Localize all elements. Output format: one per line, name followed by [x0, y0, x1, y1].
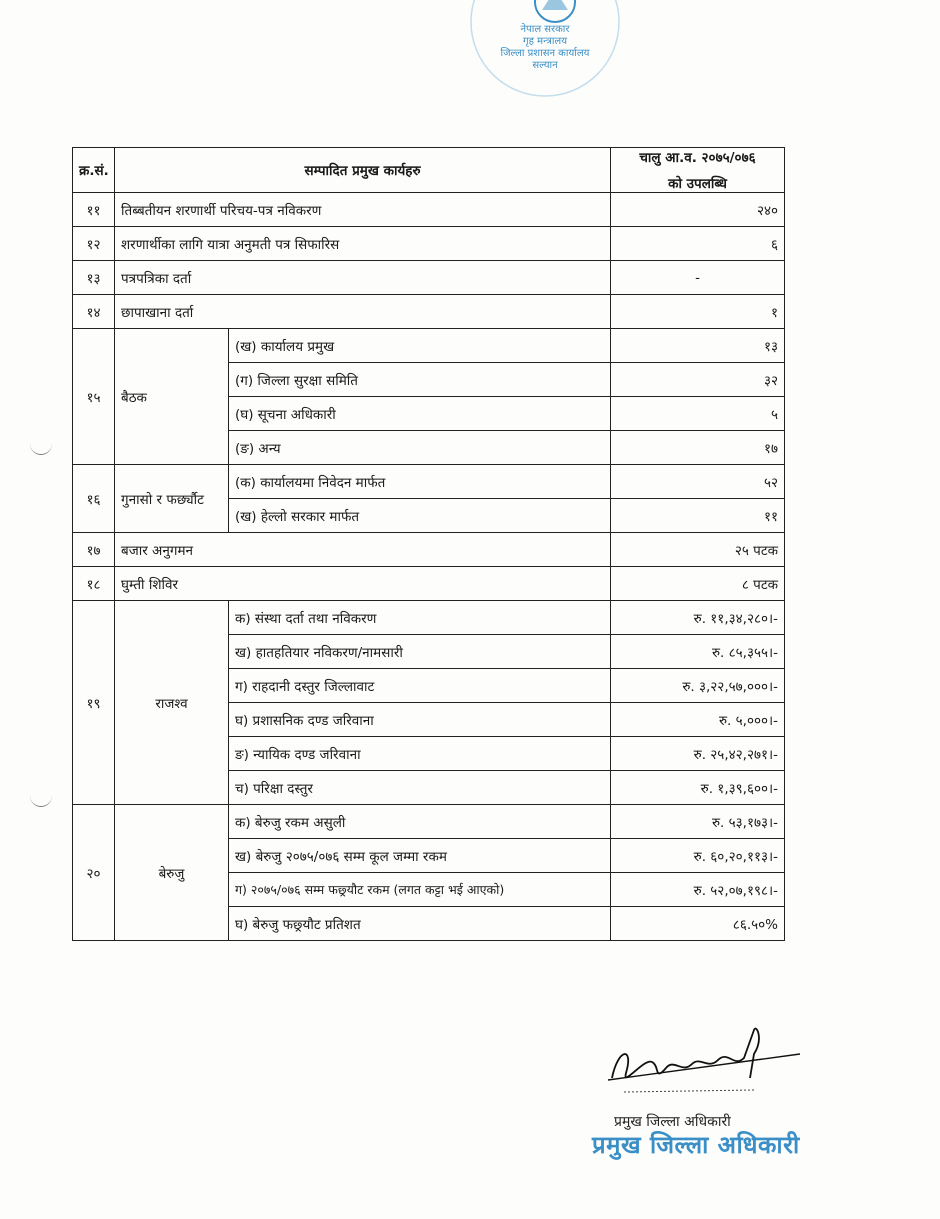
sub-task: क) बेरुजु रकम असुली: [229, 805, 611, 839]
sub-task: (घ) सूचना अधिकारी: [229, 397, 611, 431]
group-label: गुनासो र फर्छ्यौट: [115, 465, 229, 533]
sub-task: (ङ) अन्य: [229, 431, 611, 465]
sub-value: १३: [611, 329, 785, 363]
sub-task: क) संस्था दर्ता तथा नविकरण: [229, 601, 611, 635]
table-row: [73, 567, 785, 601]
sub-task: च) परिक्षा दस्तुर: [229, 771, 611, 805]
sub-value: ५२: [611, 465, 785, 499]
sub-value: रु. ५३,१७३।-: [611, 805, 785, 839]
sub-value: ५: [611, 397, 785, 431]
binder-hole-mark: [30, 792, 52, 807]
sub-task: घ) बेरुजु फछ्र्यौट प्रतिशत: [229, 907, 611, 941]
sub-task: (ग) जिल्ला सुरक्षा समिति: [229, 363, 611, 397]
table-row: [73, 193, 785, 227]
office-seal: [470, 0, 620, 104]
table-row: [73, 329, 785, 363]
sub-task: ख) बेरुजु २०७५/०७६ सम्म कूल जम्मा रकम: [229, 839, 611, 873]
header-achievement: [611, 148, 785, 193]
table-header-row: [73, 148, 785, 193]
sub-task: ग) २०७५/०७६ सम्म फछ्र्यौट रकम (लगत कट्टा भई आएको): [229, 873, 611, 907]
sub-value: रु. ६०,२०,११३।-: [611, 839, 785, 873]
header-sn: क्र.सं.: [73, 148, 115, 193]
group-label: राजश्व: [115, 601, 229, 805]
row-value: २४०: [611, 193, 785, 227]
row-sn: १७: [73, 533, 115, 567]
sub-value: ८६.५०%: [611, 907, 785, 941]
sub-value: रु. ११,३४,२८०।-: [611, 601, 785, 635]
row-task: शरणार्थीका लागि यात्रा अनुमती पत्र सिफारिस: [115, 227, 611, 261]
sub-value: रु. १,३९,६००।-: [611, 771, 785, 805]
seal-line-4: सल्यान: [532, 60, 558, 71]
sub-value: रु. ८५,३५५।-: [611, 635, 785, 669]
table-row: [73, 601, 785, 635]
row-task: तिब्बतीयन शरणार्थी परिचय-पत्र नविकरण: [115, 193, 611, 227]
row-sn: १४: [73, 295, 115, 329]
row-sn: १८: [73, 567, 115, 601]
row-value: -: [611, 261, 785, 295]
binder-hole-mark: [30, 440, 52, 455]
sub-task: ख) हातहतियार नविकरण/नामसारी: [229, 635, 611, 669]
sub-value: ३२: [611, 363, 785, 397]
group-sn: १९: [73, 601, 115, 805]
group-label: बेरुजु: [115, 805, 229, 941]
row-sn: १३: [73, 261, 115, 295]
sub-task: (ख) हेल्लो सरकार मार्फत: [229, 499, 611, 533]
group-sn: १६: [73, 465, 115, 533]
signature: [604, 1018, 804, 1102]
seal-line-3: जिल्ला प्रशासन कार्यालय: [500, 48, 590, 59]
signatory-stamp: प्रमुख जिल्ला अधिकारी: [592, 1131, 800, 1159]
row-sn: ११: [73, 193, 115, 227]
table-row: [73, 533, 785, 567]
sub-task: (क) कार्यालयमा निवेदन मार्फत: [229, 465, 611, 499]
table-row: [73, 805, 785, 839]
sub-task: (ख) कार्यालय प्रमुख: [229, 329, 611, 363]
row-value: २५ पटक: [611, 533, 785, 567]
sub-task: घ) प्रशासनिक दण्ड जरिवाना: [229, 703, 611, 737]
header-achievement-line1: चालु आ.व. २०७५/०७६: [639, 150, 756, 166]
group-sn: १५: [73, 329, 115, 465]
sub-value: ११: [611, 499, 785, 533]
table-row: [73, 465, 785, 499]
table-row: [73, 227, 785, 261]
group-label: बैठक: [115, 329, 229, 465]
group-sn: २०: [73, 805, 115, 941]
row-task: बजार अनुगमन: [115, 533, 611, 567]
table-row: [73, 295, 785, 329]
sub-value: रु. २५,४२,२७१।-: [611, 737, 785, 771]
sub-task: ग) राहदानी दस्तुर जिल्लावाट: [229, 669, 611, 703]
sub-value: रु. ३,२२,५७,०००।-: [611, 669, 785, 703]
row-task: घुम्ती शिविर: [115, 567, 611, 601]
row-task: पत्रपत्रिका दर्ता: [115, 261, 611, 295]
seal-line-2: गृह मन्त्रालय: [522, 36, 568, 47]
row-value: ६: [611, 227, 785, 261]
header-achievement-line2: को उपलब्धि: [668, 176, 727, 192]
seal-line-1: नेपाल सरकार: [520, 24, 570, 35]
sub-value: रु. ५,०००।-: [611, 703, 785, 737]
row-task: छापाखाना दर्ता: [115, 295, 611, 329]
row-value: १: [611, 295, 785, 329]
row-value: ८ पटक: [611, 567, 785, 601]
sub-value: १७: [611, 431, 785, 465]
sub-task: ङ) न्यायिक दण्ड जरिवाना: [229, 737, 611, 771]
signatory-title: प्रमुख जिल्ला अधिकारी: [614, 1114, 731, 1130]
table-row: [73, 261, 785, 295]
sub-value: रु. ५२,०७,१९८।-: [611, 873, 785, 907]
achievement-table: [72, 147, 785, 941]
row-sn: १२: [73, 227, 115, 261]
header-task: सम्पादित प्रमुख कार्यहरु: [115, 148, 611, 193]
